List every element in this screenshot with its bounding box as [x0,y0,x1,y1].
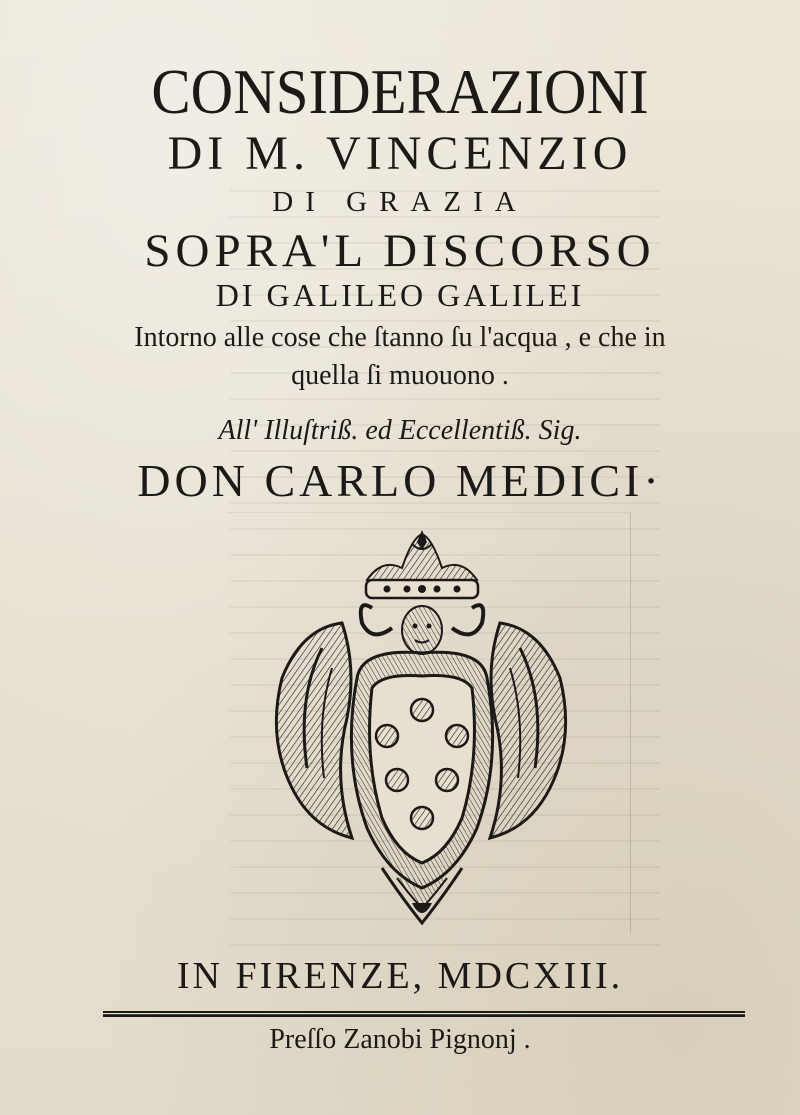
medici-coat-of-arms-icon [262,528,580,928]
printer-line: Preſſo Zanobi Pignonj . [269,1024,531,1055]
dedicatee-line: DON CARLO MEDICI· [137,455,663,506]
subject-line: SOPRA'L DISCORSO [144,225,656,277]
dedication-line: All' Illuſtriß. ed Eccellentiß. Sig. [218,415,582,446]
title-line-considerazioni: CONSIDERAZIONI [151,56,649,127]
decorative-rule [103,1011,745,1017]
description-line-1: Intorno alle cose che ſtanno ſu l'acqua , e che in [134,322,666,353]
author-surname-line: DI GRAZIA [272,186,528,218]
crown-icon [366,530,478,598]
author-line: DI M. VINCENZIO [167,127,633,180]
subject-author-line: DI GALILEO GALILEI [215,277,585,313]
imprint-line: IN FIRENZE, MDCXIII. [176,955,624,997]
description-line-2: quella ſi muouono . [291,360,509,391]
